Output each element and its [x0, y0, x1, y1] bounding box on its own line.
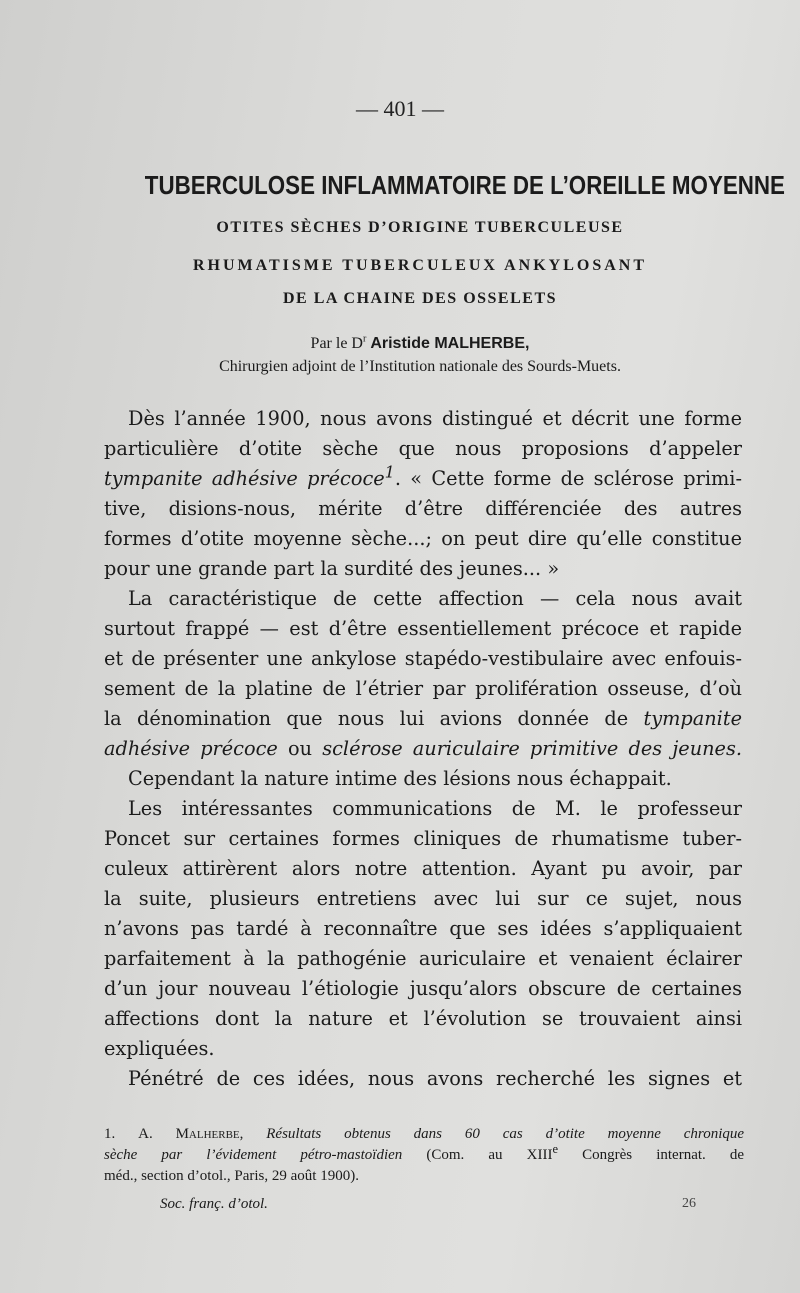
author-name: Aristide MALHERBE, — [370, 335, 530, 352]
article-body — [104, 404, 742, 1094]
body-line-fragment: ou — [287, 737, 313, 760]
author-affiliation: Chirurgien adjoint de l’Institution nationale des Sourds-Muets. — [219, 358, 621, 375]
subtitle-1: OTITES SÈCHES D’ORIGINE TUBERCULEUSE — [216, 219, 624, 236]
footnote-marker: 1. — [104, 1126, 116, 1142]
article-title: TUBERCULOSE INFLAMMATOIRE DE L’OREILLE MOYENNE — [144, 170, 785, 200]
body-line: Les intéressantes communications de M. le professeur — [128, 797, 742, 820]
body-line: La caractéristique de cette affection — cela nous avait — [128, 587, 742, 610]
body-line: culeux attirèrent alors notre attention. Ayant pu avoir, par — [104, 857, 742, 880]
italic-term: adhésive précoce — [104, 737, 278, 760]
body-line-with-italic — [104, 734, 742, 764]
printer-signature: Soc. franç. d’otol. — [160, 1196, 268, 1212]
byline-prefix-sup: r — [362, 333, 367, 345]
body-line: Poncet sur certaines formes cliniques de rhumatisme tuber- — [104, 827, 742, 850]
footnote-line — [104, 1124, 744, 1145]
body-line-with-italic: tympanite adhésive précoce$^1$. « Cette forme de sclérose primi- — [104, 462, 742, 490]
footnote — [104, 1124, 744, 1187]
footnote-title: Résultats obtenus dans 60 cas d’otite moyenne chronique — [266, 1126, 745, 1142]
italic-term: sclérose auriculaire primitive des jeunes. — [322, 737, 742, 760]
body-line-fragment: « Cette forme de sclérose primi- — [410, 467, 742, 490]
body-line: expliquées. — [104, 1037, 215, 1060]
body-line: formes d’otite moyenne sèche...; on peut dire qu’elle constitue — [104, 527, 742, 550]
body-line: affections dont la nature et l’évolution se trouvaient ainsi — [104, 1007, 742, 1030]
body-line: n’avons pas tardé à reconnaître que ses idées s’appliquaient — [104, 917, 742, 940]
footnote-text: (Com. au XIII — [426, 1147, 553, 1163]
body-line-with-italic — [104, 704, 742, 734]
body-line: Cependant la nature intime des lésions nous échappait. — [128, 767, 672, 790]
footnote-line — [104, 1142, 745, 1166]
body-line: sement de la platine de l’étrier par prolifération osseuse, d’où — [104, 677, 742, 700]
body-line: Dès l’année 1900, nous avons distingué et décrit une forme — [128, 407, 742, 430]
footnote-line: méd., section d’otol., Paris, 29 août 1900). — [104, 1168, 359, 1184]
page-number: — 401 — — [356, 96, 444, 121]
body-line-fragment: la dénomination que nous lui avions donnée de — [104, 707, 629, 730]
body-line: particulière d’otite sèche que nous proposions d’appeler — [104, 437, 742, 460]
body-line: d’un jour nouveau l’étiologie jusqu’alors obscure de certaines — [104, 977, 742, 1000]
body-line: parfaitement à la pathogénie auriculaire et venaient éclairer — [104, 947, 742, 970]
body-line: pour une grande part la surdité des jeunes... » — [104, 557, 560, 580]
footnote-sup: e — [552, 1142, 559, 1156]
byline — [0, 335, 800, 353]
body-line: et de présenter une ankylose stapédo-vestibulaire avec enfouis- — [104, 647, 742, 670]
footnote-text: Congrès internat. de — [582, 1147, 745, 1163]
footnote-title-cont: sèche par l’évidement pétro-mastoïdien — [104, 1147, 403, 1163]
subtitle-2: RHUMATISME TUBERCULEUX ANKYLOSANT — [192, 257, 647, 274]
body-line: Pénétré de ces idées, nous avons recherché les signes et — [128, 1067, 742, 1090]
sheet-number: 26 — [682, 1196, 696, 1211]
footnote-ref: 1 — [384, 462, 395, 482]
footnote-author: A. Malherbe, — [138, 1126, 244, 1142]
subtitle-3: DE LA CHAINE DES OSSELETS — [282, 290, 558, 307]
italic-term: tympanite adhésive précoce — [104, 467, 385, 490]
body-line: surtout frappé — est d’être essentiellement précoce et rapide — [104, 617, 742, 640]
italic-term: tympanite — [643, 707, 743, 730]
body-line: tive, disions-nous, mérite d’être différenciée des autres — [104, 497, 742, 520]
byline-prefix: Par le D — [310, 335, 363, 352]
body-line: la suite, plusieurs entretiens avec lui sur ce sujet, nous — [104, 887, 742, 910]
